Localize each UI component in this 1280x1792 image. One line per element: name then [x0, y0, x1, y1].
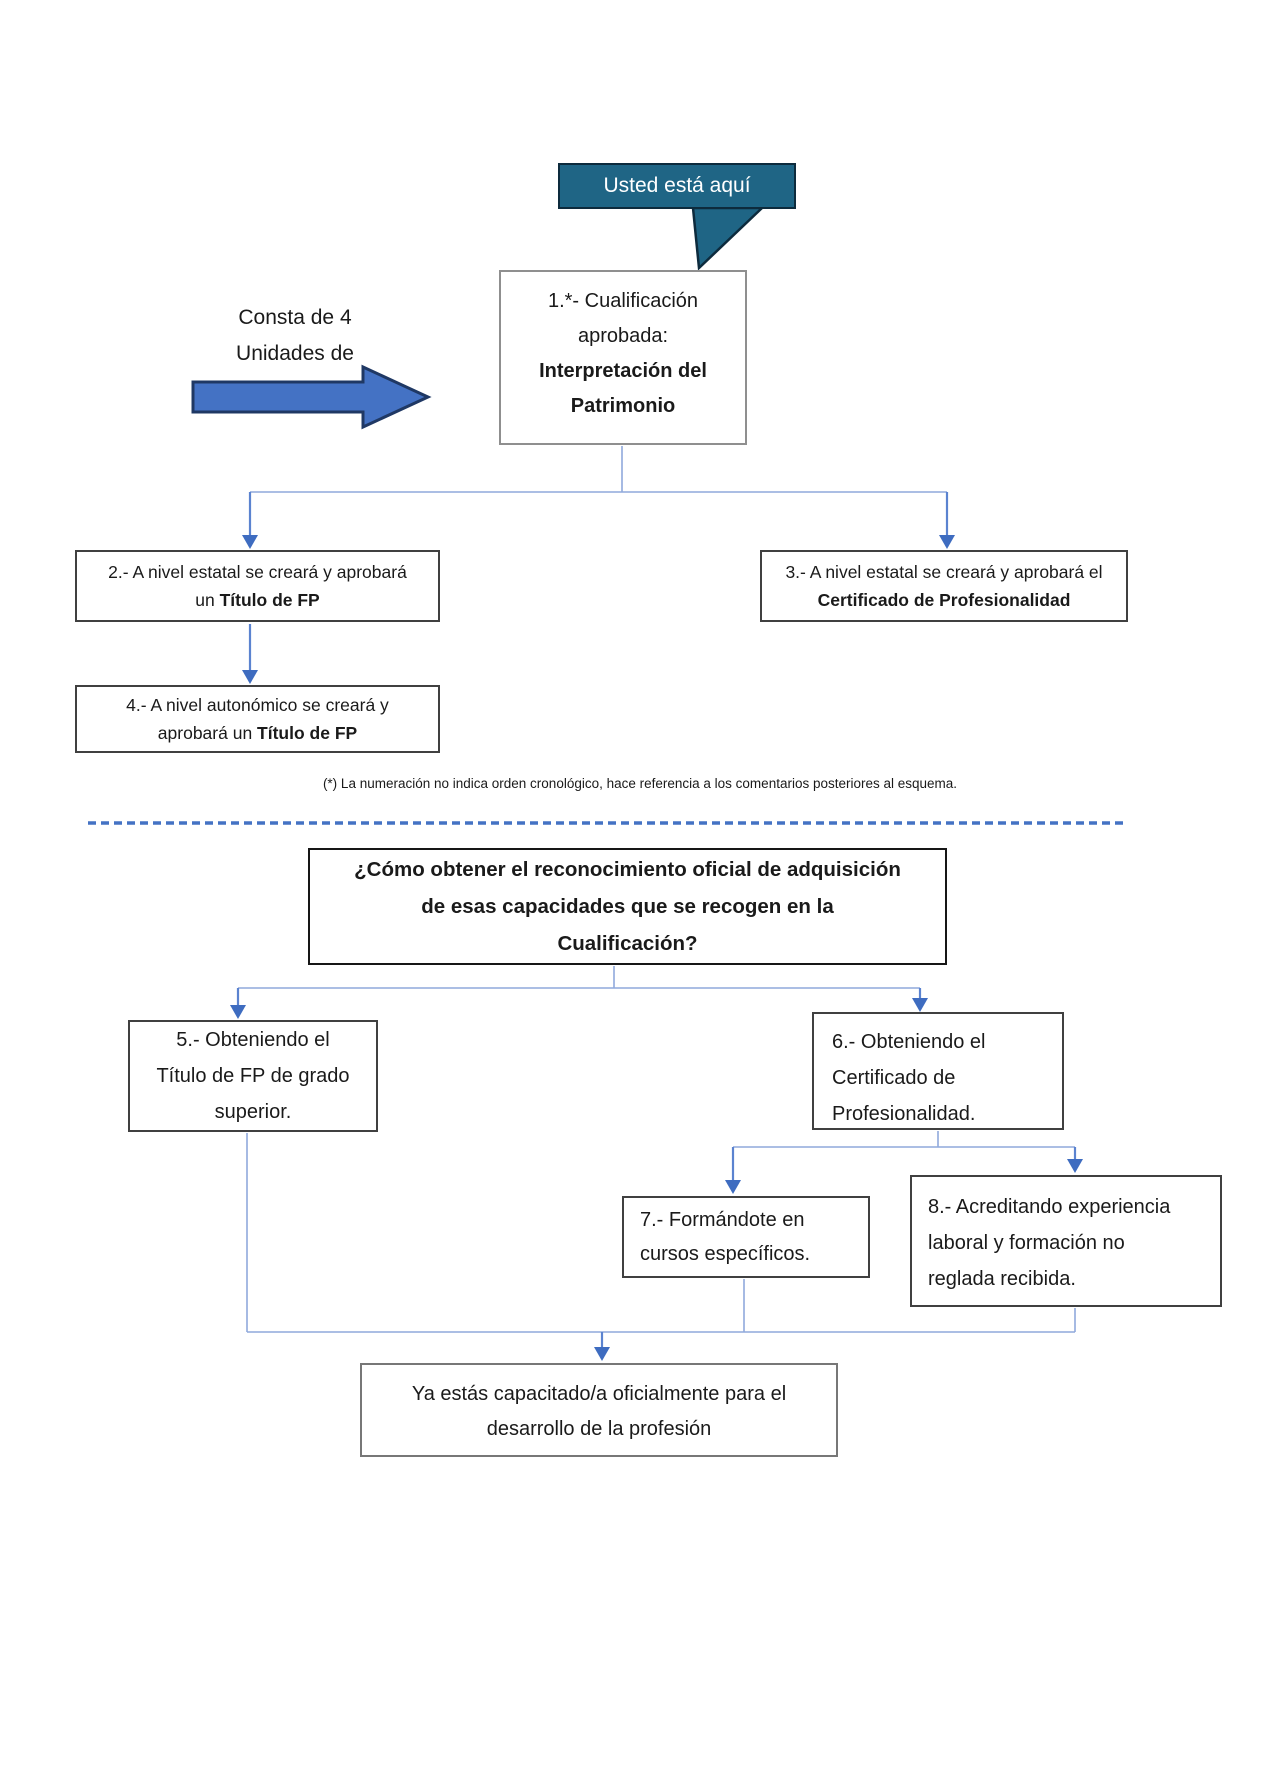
box5-line2: Título de FP de grado	[156, 1065, 350, 1087]
box8-line2: laboral y formación no	[928, 1232, 1125, 1254]
box-7-cursos-especificos	[622, 1196, 870, 1278]
box2-line2: un Título de FP	[195, 590, 320, 610]
speech-bubble-tail	[693, 208, 762, 268]
box1-line1: 1.*- Cualificación	[547, 290, 699, 312]
tree-mid-arrow-stems	[238, 988, 920, 1006]
box4-line2: aprobará un Título de FP	[157, 723, 358, 743]
side-note-line2: Unidades de	[236, 342, 354, 365]
you-are-here-label: Usted está aquí	[603, 174, 751, 197]
big-right-arrow	[193, 367, 428, 427]
final-box-capacitado	[360, 1363, 838, 1457]
final-line2: desarrollo de la profesión	[486, 1418, 712, 1440]
tree-top-lines	[250, 446, 947, 492]
box1-line4: Patrimonio	[570, 395, 676, 417]
box6-line2: Certificado de	[832, 1067, 956, 1089]
box8-line3: reglada recibida.	[928, 1268, 1076, 1290]
question-line3: Cualificación?	[557, 932, 698, 955]
box-8-experiencia-laboral	[910, 1175, 1222, 1307]
tree-box6-lines	[733, 1131, 1075, 1147]
box-1-cualificacion-aprobada	[499, 270, 747, 445]
box1-line2: aprobada:	[577, 325, 669, 347]
box-2-titulo-fp-estatal	[75, 550, 440, 622]
box6-line3: Profesionalidad.	[832, 1103, 976, 1125]
side-note-line1: Consta de 4	[238, 306, 352, 329]
tree-mid-lines	[238, 966, 920, 988]
box-4-titulo-fp-autonomico	[75, 685, 440, 753]
box-5-titulo-fp-grado-superior	[128, 1020, 378, 1132]
box-3-certificado-profesionalidad	[760, 550, 1128, 622]
box5-line3: superior.	[214, 1101, 292, 1123]
question-box	[308, 848, 947, 965]
box3-line1: 3.- A nivel estatal se creará y aprobará el	[785, 562, 1103, 582]
box-6-certificado-profesionalidad	[812, 1012, 1064, 1130]
side-note	[195, 300, 395, 372]
question-line2: de esas capacidades que se recogen en la	[421, 895, 834, 918]
box8-line1: 8.- Acreditando experiencia	[928, 1196, 1171, 1218]
final-line1: Ya estás capacitado/a oficialmente para el	[411, 1383, 787, 1405]
box7-line2: cursos específicos.	[640, 1243, 811, 1265]
box1-line3: Interpretación del	[539, 360, 707, 382]
footnote: (*) La numeración no indica orden cronológico, hace referencia a los comentarios posteriores al esquema.	[322, 776, 958, 791]
you-are-here-bubble	[558, 163, 796, 209]
box5-line1: 5.- Obteniendo el	[176, 1029, 330, 1051]
box2-line1: 2.- A nivel estatal se creará y aprobará	[108, 562, 407, 582]
box7-line1: 7.- Formándote en	[640, 1209, 805, 1231]
question-line1: ¿Cómo obtener el reconocimiento oficial de adquisición	[354, 858, 901, 881]
box3-line2: Certificado de Profesionalidad	[817, 590, 1071, 610]
box6-line1: 6.- Obteniendo el	[832, 1031, 986, 1053]
box4-line1: 4.- A nivel autonómico se creará y	[126, 695, 389, 715]
